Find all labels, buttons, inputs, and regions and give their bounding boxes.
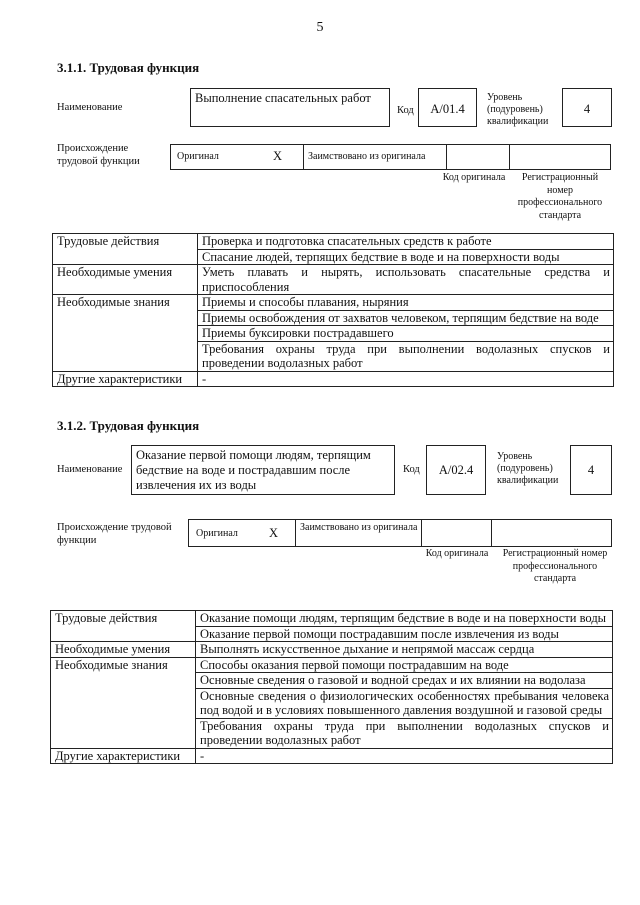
section-2-original-mark: Х: [269, 526, 279, 540]
table-cell: -: [198, 371, 614, 387]
section-1-characteristics-table: [52, 233, 614, 387]
section-1-level-value: 4: [583, 102, 591, 116]
section-2-characteristics-table: [50, 610, 613, 764]
table-cell: Приемы освобождения от захватов человеком, терпящим бедствие на воде: [198, 310, 614, 326]
table-cell: Оказание первой помощи пострадавшим после извлечения из воды: [196, 626, 613, 642]
section-2-level-field: [570, 445, 612, 495]
section-2-code-value: А/02.4: [438, 463, 474, 477]
section-1-original-label: Оригинал: [177, 151, 219, 162]
table-cell: Приемы и способы плавания, ныряния: [198, 295, 614, 311]
section-1-level-label: Уровень (подуровень) квалификации: [487, 92, 549, 127]
section-2-borrowed-label: Заимствовано из оригинала: [300, 522, 418, 533]
table-cell: Способы оказания первой помощи пострадавшим на воде: [196, 657, 613, 673]
section-1-borrowed-label: Заимствовано из оригинала: [308, 151, 426, 162]
table-cell: Требования охраны труда при выполнении водолазных спусков и проведении водолазных работ: [198, 341, 614, 371]
section-1-original-mark: Х: [273, 149, 283, 163]
section-1-code-label: Код: [397, 105, 414, 116]
section-2-name-label: Наименование: [57, 464, 123, 475]
section-1-heading: 3.1.1. Трудовая функция: [57, 60, 200, 75]
section-2-origin-code-caption: Код оригинала: [425, 548, 489, 559]
section-2-reg-number-caption: Регистрационный номер профессионального стандарта: [502, 548, 608, 584]
table-cell: Основные сведения о газовой и водной средах и их влиянии на водолаза: [196, 673, 613, 689]
section-1-origin-label: Происхождение трудовой функции: [57, 143, 140, 167]
table-cell: Проверка и подготовка спасательных средств к работе: [198, 234, 614, 250]
table-cell: Требования охраны труда при выполнении водолазных спусков и проведении водолазных работ: [196, 718, 613, 748]
table-cell: Основные сведения о физиологических особенностях пребывания человека под водой и в условиях повышенного давления воздушной и газовой среды: [196, 688, 613, 718]
section-2-code-label: Код: [403, 464, 420, 475]
section-1-code-field: [418, 88, 477, 127]
section-1-name-value: Выполнение спасательных работ: [195, 91, 371, 105]
section-2-origin-table: [188, 519, 612, 547]
page-number: 5: [316, 20, 324, 35]
section-1-name-label: Наименование: [57, 102, 123, 113]
section-2-code-field: [426, 445, 486, 495]
table-row-label: Другие характеристики: [53, 371, 198, 387]
table-cell: Выполнять искусственное дыхание и непрямой массаж сердца: [196, 642, 613, 658]
section-2-origin-label: Происхождение трудовой функции: [57, 522, 172, 546]
section-1-code-value: А/01.4: [430, 102, 465, 116]
section-2-level-label: Уровень (подуровень) квалификации: [497, 451, 559, 486]
table-cell: Уметь плавать и нырять, использовать спасательные средства и приспособления: [198, 265, 614, 295]
table-row-label: Необходимые знания: [51, 657, 196, 748]
section-1-reg-number-caption: Регистрационный номер профессионального стандарта: [517, 172, 603, 221]
section-1-origin-code-caption: Код оригинала: [442, 172, 506, 183]
section-1-level-field: [562, 88, 612, 127]
table-cell: Спасание людей, терпящих бедствие в воде и на поверхности воды: [198, 249, 614, 265]
section-2-heading: 3.1.2. Трудовая функция: [57, 418, 200, 433]
table-row-label: Трудовые действия: [53, 234, 198, 265]
table-cell: -: [196, 748, 613, 764]
table-row-label: Необходимые умения: [51, 642, 196, 658]
table-cell: Оказание помощи людям, терпящим бедствие в воде и на поверхности воды: [196, 611, 613, 627]
table-cell: Приемы буксировки пострадавшего: [198, 326, 614, 342]
table-row-label: Необходимые знания: [53, 295, 198, 372]
section-2-level-value: 4: [587, 463, 595, 477]
section-1-name-field: [190, 88, 390, 127]
section-2-original-label: Оригинал: [196, 528, 238, 539]
table-row-label: Трудовые действия: [51, 611, 196, 642]
section-1-origin-table: [170, 144, 611, 170]
section-2-name-value: Оказание первой помощи людям, терпящим бедствие на воде и пострадавшим после извлечения их из воды: [136, 448, 371, 492]
table-row-label: Другие характеристики: [51, 748, 196, 764]
table-row-label: Необходимые умения: [53, 265, 198, 295]
section-2-name-field: [131, 445, 395, 495]
